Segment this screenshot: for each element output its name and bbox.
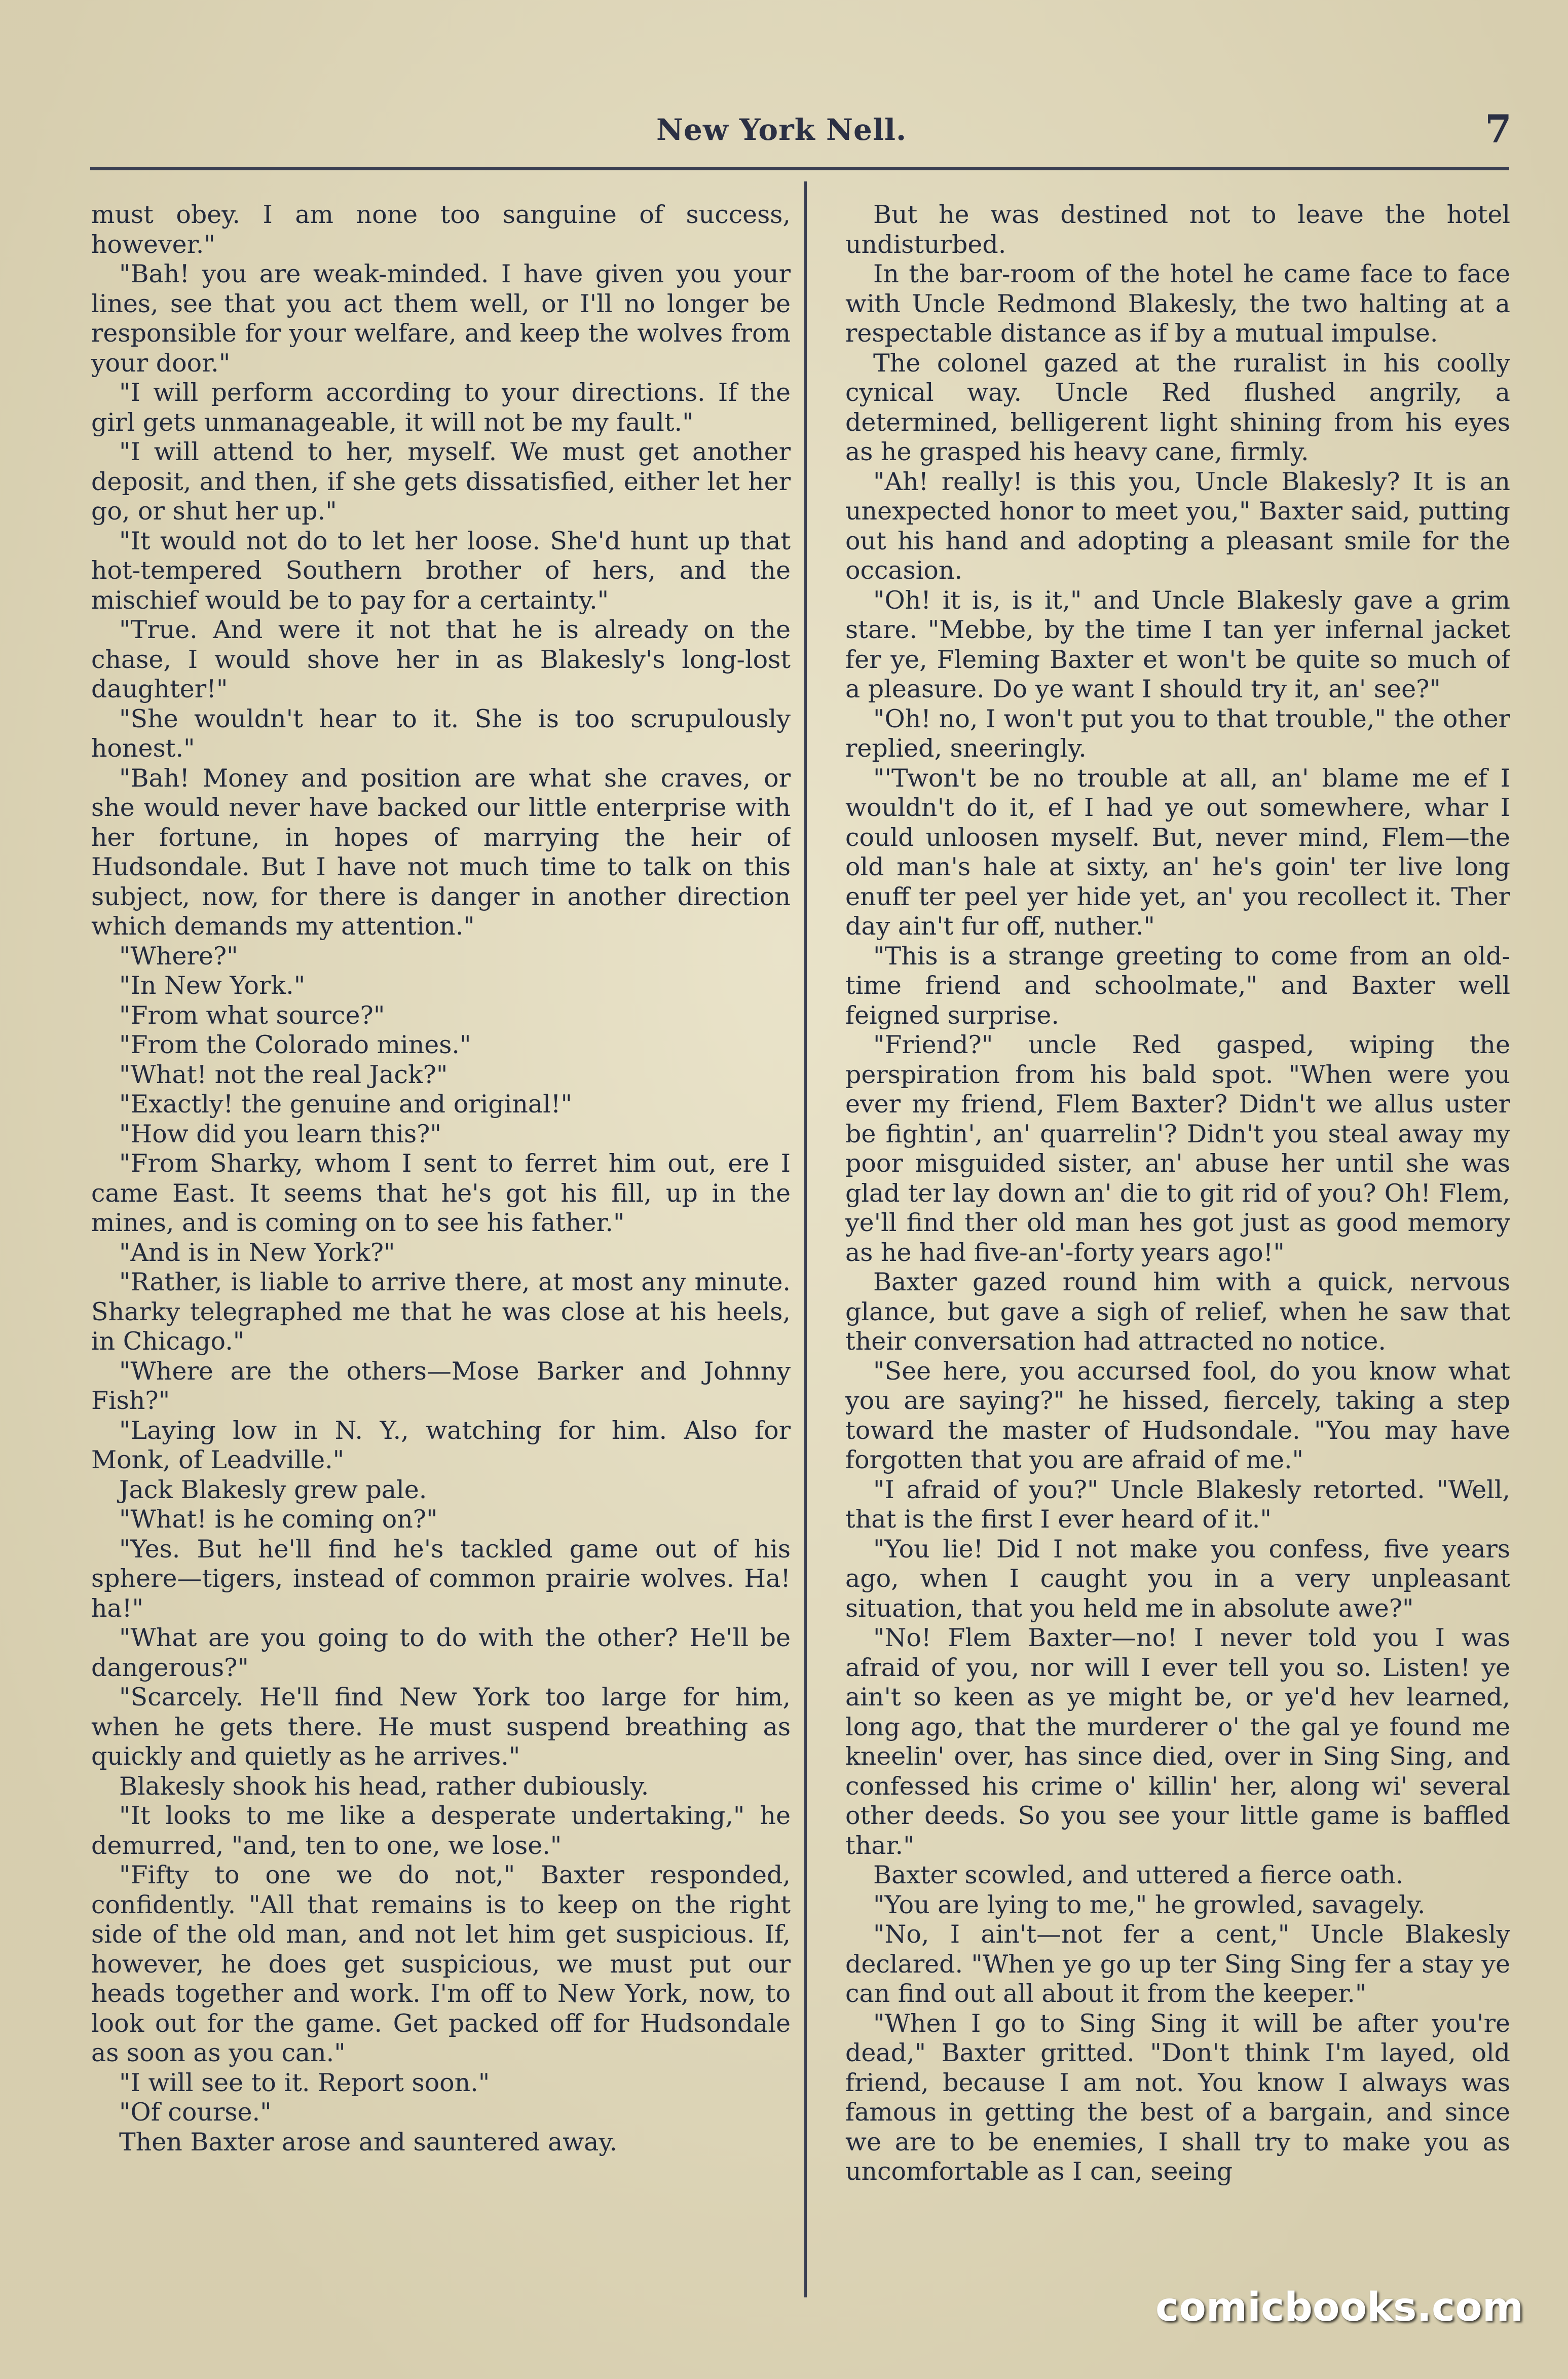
- paragraph: "Exactly! the genuine and original!": [119, 1090, 573, 1119]
- paragraph: But he was destined not to leave the hotel undisturbed.: [845, 200, 1510, 259]
- paragraph: "I will see to it. Report soon.": [119, 2068, 490, 2097]
- paragraph: "No, I ain't—not fer a cent," Uncle Blakesly declared. "When ye go up ter Sing Sing fer a stay ye can find out all about it from the keeper.": [845, 1920, 1510, 2008]
- page-number: 7: [1485, 106, 1512, 152]
- paragraph: must obey. I am none too sanguine of success, however.": [91, 200, 791, 259]
- paragraph: "Bah! Money and position are what she craves, or she would never have backed our little enterprise with her fortune, in hopes of marrying the heir of Hudsondale. But I have not much time to talk on this subject, now, for there is danger in another direction which demands my attention.": [91, 763, 791, 941]
- paragraph: "No! Flem Baxter—no! I never told you I was afraid of you, nor will I ever tell you so. Listen! ye ain't so keen as ye might be, or ye'd hev learned, long ago, that the murderer o' the gal ye found me kneelin' over, has since died, over in Sing Sing, and confessed his crime o' killin' her, along wi' several other deeds. So you see your little game is baffled thar.": [845, 1623, 1510, 1860]
- paragraph: "You are lying to me," he growled, savagely.: [873, 1890, 1426, 1919]
- paragraph: "Where are the others—Mose Barker and Johnny Fish?": [91, 1356, 791, 1415]
- paragraph: Baxter gazed round him with a quick, nervous glance, but gave a sigh of relief, when he saw that their conversation had attracted no notice.: [845, 1268, 1510, 1356]
- paragraph: "From Sharky, whom I sent to ferret him out, ere I came East. It seems that he's got his fill, up in the mines, and is coming on to see his father.": [91, 1149, 791, 1237]
- left-column: [91, 200, 791, 2309]
- paragraph: "Bah! you are weak-minded. I have given you your lines, see that you act them well, or I'll no longer be responsible for your welfare, and keep the wolves from your door.": [91, 259, 791, 378]
- paragraph: "Where?": [119, 941, 238, 971]
- right-column: [845, 200, 1510, 2309]
- paragraph: "This is a strange greeting to come from an old-time friend and schoolmate," and Baxter well feigned surprise.: [845, 941, 1510, 1030]
- paragraph: The colonel gazed at the ruralist in his coolly cynical way. Uncle Red flushed angrily, a determined, belligerent light shining from his eyes as he grasped his heavy cane, firmly.: [845, 348, 1510, 466]
- paragraph: "I afraid of you?" Uncle Blakesly retorted. "Well, that is the first I ever heard of it.": [845, 1475, 1510, 1534]
- paragraph: "I will attend to her, myself. We must get another deposit, and then, if she gets dissatisfied, either let her go, or shut her up.": [91, 437, 791, 526]
- paragraph: "Of course.": [119, 2098, 272, 2127]
- paragraph: "Ah! really! is this you, Uncle Blakesly? It is an unexpected honor to meet you," Baxter said, putting out his hand and adopting a pleasant smile for the occasion.: [845, 467, 1510, 585]
- paragraph: "It looks to me like a desperate undertaking," he demurred, "and, ten to one, we lose.": [91, 1801, 791, 1860]
- paragraph: "True. And were it not that he is already on the chase, I would shove her in as Blakesly's long-lost daughter!": [91, 615, 791, 703]
- watermark: comicbooks.com: [1155, 2285, 1524, 2330]
- column-divider: [804, 181, 807, 2297]
- paragraph: "You lie! Did I not make you confess, five years ago, when I caught you in a very unpleasant situation, that you held me in absolute awe?": [845, 1534, 1510, 1623]
- paragraph: "From what source?": [119, 1000, 385, 1030]
- paragraph: Jack Blakesly grew pale.: [119, 1475, 427, 1504]
- paragraph: Baxter scowled, and uttered a fierce oath.: [873, 1861, 1404, 1889]
- paragraph: "What! not the real Jack?": [119, 1060, 448, 1089]
- paragraph: "See here, you accursed fool, do you know what you are saying?" he hissed, fiercely, taking a step toward the master of Hudsondale. "You may have forgotten that you are afraid of me.": [845, 1356, 1510, 1474]
- paragraph: "When I go to Sing Sing it will be after you're dead," Baxter gritted. "Don't think I'm layed, old friend, because I am not. You know I always was famous in getting the best of a bargain, and since we are to be enemies, I shall try to make you as uncomfortable as I can, seeing: [845, 2009, 1510, 2186]
- paragraph: "In New York.": [119, 971, 306, 1000]
- paragraph: "Rather, is liable to arrive there, at most any minute. Sharky telegraphed me that he was close at his heels, in Chicago.": [91, 1268, 791, 1356]
- paragraph: "Yes. But he'll find he's tackled game out of his sphere—tigers, instead of common prairie wolves. Ha! ha!": [91, 1534, 791, 1623]
- paragraph: "She wouldn't hear to it. She is too scrupulously honest.": [91, 704, 791, 763]
- paragraph: "Oh! it is, is it," and Uncle Blakesly gave a grim stare. "Mebbe, by the time I tan yer infernal jacket fer ye, Fleming Baxter et won't be quite so much of a pleasure. Do ye want I should try it, an' see?": [845, 585, 1510, 703]
- paragraph: Blakesly shook his head, rather dubiously.: [119, 1771, 649, 1801]
- paragraph: "Scarcely. He'll find New York too large for him, when he gets there. He must suspend breathing as quickly and quietly as he arrives.": [91, 1683, 791, 1771]
- paragraph: "It would not do to let her loose. She'd hunt up that hot-tempered Southern brother of hers, and the mischief would be to pay for a certainty.": [91, 526, 791, 615]
- paragraph: "Fifty to one we do not," Baxter responded, confidently. "All that remains is to keep on the right side of the old man, and not let him get suspicious. If, however, he does get suspicious, we must put our heads together and work. I'm off to New York, now, to look out for the game. Get packed off for Hudsondale as soon as you can.": [91, 1861, 791, 2067]
- paragraph: "How did you learn this?": [119, 1119, 441, 1148]
- paragraph: "Oh! no, I won't put you to that trouble," the other replied, sneeringly.: [845, 704, 1510, 763]
- paragraph: "Laying low in N. Y., watching for him. Also for Monk, of Leadville.": [91, 1416, 791, 1474]
- paragraph: "What! is he coming on?": [119, 1505, 438, 1534]
- paragraph: "And is in New York?": [119, 1238, 395, 1267]
- paragraph: "What are you going to do with the other? He'll be dangerous?": [91, 1623, 791, 1682]
- paragraph: Then Baxter arose and sauntered away.: [119, 2127, 618, 2157]
- paragraph: "Friend?" uncle Red gasped, wiping the perspiration from his bald spot. "When were you ever my friend, Flem Baxter? Didn't we allus uster be fightin', an' quarrelin'? Didn't you steal away my poor misguided sister, an' abuse her until she was glad ter lay down an' die to git rid of you? Oh! Flem, ye'll find ther old man hes got just as good memory as he had five-an'-forty years ago!": [845, 1030, 1510, 1267]
- paragraph: In the bar-room of the hotel he came face to face with Uncle Redmond Blakesly, the two halting at a respectable distance as if by a mutual impulse.: [845, 259, 1510, 348]
- paragraph: "I will perform according to your directions. If the girl gets unmanageable, it will not be my fault.": [91, 378, 791, 437]
- header-rule: [90, 167, 1509, 170]
- running-header-title: New York Nell.: [656, 113, 907, 147]
- paragraph: "From the Colorado mines.": [119, 1030, 471, 1059]
- paragraph: "'Twon't be no trouble at all, an' blame me ef I wouldn't do it, ef I had ye out somewhere, whar I could unloosen myself. But, never mind, Flem—the old man's hale at sixty, an' he's goin' ter live long enuff ter peel yer hide yet, an' you recollect it. Ther day ain't fur off, nuther.": [845, 763, 1510, 941]
